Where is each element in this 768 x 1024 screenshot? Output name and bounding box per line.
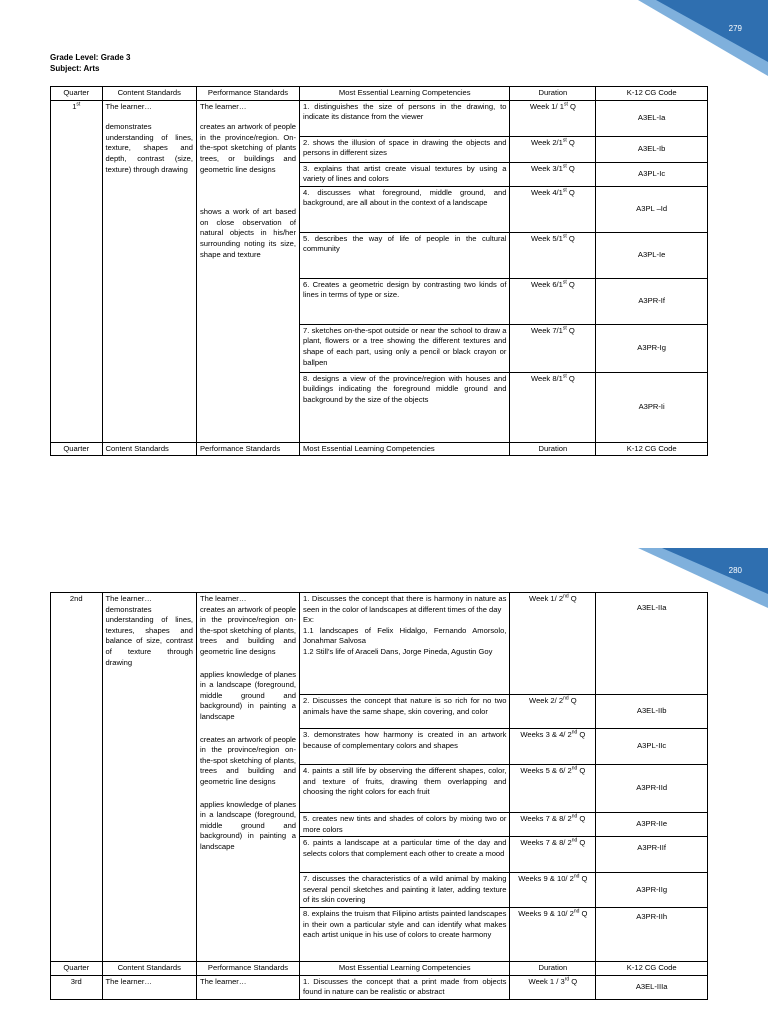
header-duration: Duration bbox=[510, 87, 596, 101]
content-standard-cell bbox=[102, 593, 196, 962]
duration-cell: Weeks 9 & 10/ 2nd Q bbox=[510, 873, 596, 908]
duration-cell: Week 1/ 1st Q bbox=[510, 100, 596, 136]
duration-cell: Week 2/1st Q bbox=[510, 136, 596, 162]
code-cell: A3PR-IIe bbox=[596, 813, 708, 837]
code-cell: A3PR-IIg bbox=[596, 873, 708, 908]
competency-cell: 4. paints a still life by observing the different shapes, color, and texture of fruits, drawing them overlapping and choosing the right colors for each fruit bbox=[300, 765, 510, 813]
document-header bbox=[50, 52, 130, 74]
competency-cell: 6. Creates a geometric design by contrasting two kinds of lines in terms of type or size. bbox=[300, 278, 510, 324]
code-cell: A3EL-IIb bbox=[596, 695, 708, 729]
header-code: K-12 CG Code bbox=[596, 961, 708, 975]
header-content-standards: Content Standards bbox=[102, 961, 196, 975]
quarter-cell: 1st bbox=[51, 100, 103, 442]
competency-cell: 5. creates new tints and shades of colors by mixing two or more colors bbox=[300, 813, 510, 837]
performance-standard-text: applies knowledge of planes in a landscape (foreground, middle ground and background) in painting a landscape bbox=[199, 669, 297, 721]
content-standard-intro: The learner… bbox=[105, 594, 152, 603]
duration-cell: Week 2/ 2nd Q bbox=[510, 695, 596, 729]
table-footer-header-row bbox=[51, 442, 708, 456]
table-header-row bbox=[51, 87, 708, 101]
header-competencies: Most Essential Learning Competencies bbox=[300, 961, 510, 975]
content-standard-text: demonstrates understanding of lines, texture, shapes and depth, contrast (size, texture) through drawing bbox=[105, 122, 193, 174]
duration-cell: Week 6/1st Q bbox=[510, 278, 596, 324]
duration-cell: Weeks 7 & 8/ 2nd Q bbox=[510, 813, 596, 837]
code-cell: A3EL-IIIa bbox=[596, 975, 708, 999]
code-cell: A3EL-IIa bbox=[596, 593, 708, 695]
page-gap bbox=[0, 512, 768, 548]
code-cell: A3PR-Ig bbox=[596, 324, 708, 372]
page-number: 280 bbox=[728, 566, 742, 575]
code-cell: A3EL-Ib bbox=[596, 136, 708, 162]
duration-cell: Week 4/1st Q bbox=[510, 186, 596, 232]
competency-cell: 7. discusses the characteristics of a wild animal by making several pencil sketches and painting it later, adding texture of its skin covering bbox=[300, 873, 510, 908]
competency-cell: 1. Discusses the concept that a print made from objects found in nature can be realistic or abstract bbox=[300, 975, 510, 999]
competency-example: 1.2 Still’s life of Araceli Dans, Jorge Pineda, Agustin Goy bbox=[303, 646, 493, 656]
competency-cell: 2. Discusses the concept that nature is so rich for no two animals have the same shape, skin covering, and color bbox=[300, 695, 510, 729]
performance-standard-text: creates an artwork of people in the province/region on-the-spot sketching of plants, trees and building and geometric line designs bbox=[199, 604, 297, 656]
code-cell: A3PR-If bbox=[596, 278, 708, 324]
competency-example: 1.1 landscapes of Felix Hidalgo, Fernando Amorsolo, Jonahmar Salvosa bbox=[303, 625, 507, 646]
header-quarter: Quarter bbox=[51, 442, 103, 456]
header-code: K-12 CG Code bbox=[596, 87, 708, 101]
duration-cell: Week 1 / 3rd Q bbox=[510, 975, 596, 999]
performance-standard-text: creates an artwork of people in the province/region on-the-spot sketching of plants, trees and building and geometric line designs bbox=[199, 734, 297, 786]
content-standard-intro: The learner… bbox=[105, 101, 152, 111]
duration-cell: Week 1/ 2nd Q bbox=[510, 593, 596, 695]
competency-cell: 2. shows the illusion of space in drawing the objects and persons in different sizes bbox=[300, 136, 510, 162]
code-cell: A3EL-Ia bbox=[596, 100, 708, 136]
performance-standard-cell bbox=[196, 593, 299, 962]
header-competencies: Most Essential Learning Competencies bbox=[300, 87, 510, 101]
table-row bbox=[51, 975, 708, 999]
quarter-cell: 3rd bbox=[51, 975, 103, 999]
header-code: K-12 CG Code bbox=[596, 442, 708, 456]
code-cell: A3PL-Ic bbox=[596, 162, 708, 186]
table-row bbox=[51, 593, 708, 695]
duration-cell: Weeks 7 & 8/ 2nd Q bbox=[510, 837, 596, 873]
table-row bbox=[51, 100, 708, 136]
duration-cell: Week 7/1st Q bbox=[510, 324, 596, 372]
duration-cell: Weeks 9 & 10/ 2nd Q bbox=[510, 907, 596, 961]
content-standard-cell: The learner… bbox=[102, 975, 196, 999]
quarter-cell: 2nd bbox=[51, 593, 103, 962]
subject: Subject: Arts bbox=[50, 64, 100, 73]
code-cell: A3PR-IIf bbox=[596, 837, 708, 873]
competency-cell bbox=[300, 593, 510, 695]
performance-standard-intro: The learner… bbox=[199, 594, 247, 603]
competency-cell: 3. explains that artist create visual textures by using a variety of lines and colors bbox=[300, 162, 510, 186]
performance-standard-intro: The learner… bbox=[199, 101, 247, 111]
code-cell: A3PL-IIc bbox=[596, 729, 708, 765]
duration-cell: Week 3/1st Q bbox=[510, 162, 596, 186]
competency-example-label: Ex: bbox=[303, 615, 315, 625]
competency-table-q2 bbox=[50, 592, 708, 1000]
header-content-standards: Content Standards bbox=[102, 442, 196, 456]
header-competencies: Most Essential Learning Competencies bbox=[300, 442, 510, 456]
header-content-standards: Content Standards bbox=[102, 87, 196, 101]
header-performance-standards: Performance Standards bbox=[196, 961, 299, 975]
code-cell: A3PR-Ii bbox=[596, 372, 708, 442]
competency-cell: 7. sketches on-the-spot outside or near the school to draw a plant, flowers or a tree showing the different textures and shape of each part, using only a pencil or black crayon or ballpen bbox=[300, 324, 510, 372]
table-header-row bbox=[51, 961, 708, 975]
header-duration: Duration bbox=[510, 961, 596, 975]
content-standard-text: demonstrates understanding of lines, textures, shapes and balance of size, contrast of texture through drawing bbox=[105, 604, 193, 667]
header-quarter: Quarter bbox=[51, 961, 103, 975]
competency-table-q1 bbox=[50, 86, 708, 456]
page-corner-decoration bbox=[638, 0, 768, 76]
page-280 bbox=[0, 548, 768, 1024]
header-performance-standards: Performance Standards bbox=[196, 87, 299, 101]
code-cell: A3PR-IId bbox=[596, 765, 708, 813]
performance-standard-cell: The learner… bbox=[196, 975, 299, 999]
grade-level: Grade Level: Grade 3 bbox=[50, 53, 131, 62]
code-cell: A3PL-Ie bbox=[596, 232, 708, 278]
performance-standard-text: creates an artwork of people in the province/region. On-the-spot sketching of plants trees, or buildings and geometric line designs bbox=[199, 122, 297, 174]
competency-cell: 5. describes the way of life of people in the cultural community bbox=[300, 232, 510, 278]
duration-cell: Weeks 3 & 4/ 2nd Q bbox=[510, 729, 596, 765]
competency-cell: 4. discusses what foreground, middle ground, and background, are all about in the context of a landscape bbox=[300, 186, 510, 232]
competency-cell: 8. explains the truism that Filipino artists painted landscapes in their own a particular style and can identify what makes each artist unique in his use of colors to create harmony bbox=[300, 907, 510, 961]
competency-cell: 3. demonstrates how harmony is created in an artwork because of complementary colors and shapes bbox=[300, 729, 510, 765]
header-quarter: Quarter bbox=[51, 87, 103, 101]
content-standard-cell bbox=[102, 100, 196, 442]
performance-standard-text: applies knowledge of planes in a landscape (foreground, middle ground and background) in painting a landscape bbox=[199, 799, 297, 851]
performance-standard-cell bbox=[196, 100, 299, 442]
duration-cell: Week 8/1st Q bbox=[510, 372, 596, 442]
duration-cell: Week 5/1st Q bbox=[510, 232, 596, 278]
code-cell: A3PR-IIh bbox=[596, 907, 708, 961]
header-duration: Duration bbox=[510, 442, 596, 456]
duration-cell: Weeks 5 & 6/ 2nd Q bbox=[510, 765, 596, 813]
code-cell: A3PL –Id bbox=[596, 186, 708, 232]
competency-cell: 1. distinguishes the size of persons in the drawing, to indicate its distance from the viewer bbox=[300, 100, 510, 136]
page-number: 279 bbox=[728, 24, 742, 33]
competency-cell: 6. paints a landscape at a particular time of the day and selects colors that complement each other to create a mood bbox=[300, 837, 510, 873]
header-performance-standards: Performance Standards bbox=[196, 442, 299, 456]
competency-text: 1. Discusses the concept that there is harmony in nature as seen in the color of landscapes at different times of the day bbox=[303, 594, 507, 614]
competency-cell: 8. designs a view of the province/region with houses and buildings indicating the foreground middle ground and background by the size of the objects bbox=[300, 372, 510, 442]
performance-standard-text: shows a work of art based on close observation of natural objects in his/her surrounding noting its size, shape and texture bbox=[199, 207, 297, 259]
